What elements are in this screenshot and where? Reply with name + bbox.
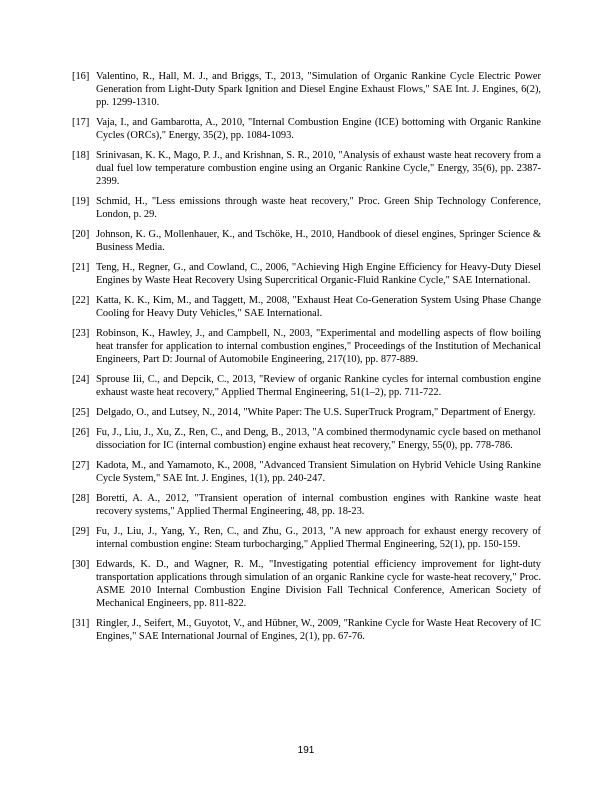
reference-number: [27] — [72, 460, 90, 471]
reference-text: Fu, J., Liu, J., Yang, Y., Ren, C., and Zhu, G., 2013, "A new approach for exhaust energy recovery of internal combustion engine: Steam turbocharging," Applied Thermal Engineering, 52(1), pp. 150-159. — [96, 526, 541, 550]
reference-number: [23] — [72, 328, 90, 339]
reference-number: [17] — [72, 117, 90, 128]
reference-number: [18] — [72, 150, 90, 161]
reference-item — [72, 492, 541, 518]
reference-number: [26] — [72, 427, 90, 438]
reference-text: Teng, H., Regner, G., and Cowland, C., 2006, "Achieving High Engine Efficiency for Heavy-Duty Diesel Engines by Waste Heat Recovery Using Supercritical Organic-Fluid Rankine Cycle," SAE International. — [96, 262, 541, 286]
reference-text: Kadota, M., and Yamamoto, K., 2008, "Advanced Transient Simulation on Hybrid Vehicle Using Rankine Cycle System," SAE Int. J. Engines, 1(1), pp. 240-247. — [96, 460, 541, 484]
reference-item — [72, 195, 541, 221]
reference-number: [31] — [72, 618, 90, 629]
reference-item — [72, 228, 541, 254]
reference-item — [72, 617, 541, 643]
reference-item — [72, 327, 541, 366]
reference-text: Schmid, H., "Less emissions through waste heat recovery," Proc. Green Ship Technology Conference, London, p. 29. — [96, 196, 541, 220]
reference-item — [72, 525, 541, 551]
reference-item — [72, 459, 541, 485]
reference-number: [25] — [72, 407, 90, 418]
reference-text: Valentino, R., Hall, M. J., and Briggs, T., 2013, "Simulation of Organic Rankine Cycle Electric Power Generation from Light-Duty Spark Ignition and Diesel Engine Exhaust Flows," SAE Int. J. Engines, 6(2), pp. 1299-1310. — [96, 71, 541, 108]
reference-text: Sprouse Iii, C., and Depcik, C., 2013, "Review of organic Rankine cycles for internal combustion engine exhaust waste heat recovery," Applied Thermal Engineering, 51(1–2), pp. 711-722. — [96, 374, 541, 398]
reference-number: [24] — [72, 374, 90, 385]
reference-item — [72, 261, 541, 287]
reference-item — [72, 294, 541, 320]
reference-text: Fu, J., Liu, J., Xu, Z., Ren, C., and Deng, B., 2013, "A combined thermodynamic cycle based on methanol dissociation for IC (internal combustion) engine exhaust heat recovery," Energy, 55(0), pp. 778-786. — [96, 427, 541, 451]
reference-item — [72, 373, 541, 399]
reference-number: [19] — [72, 196, 90, 207]
reference-number: [16] — [72, 71, 90, 82]
page-number: 191 — [297, 745, 315, 756]
reference-item — [72, 426, 541, 452]
reference-text: Boretti, A. A., 2012, "Transient operation of internal combustion engines with Rankine waste heat recovery systems," Applied Thermal Engineering, 48, pp. 18-23. — [96, 493, 541, 517]
reference-text: Johnson, K. G., Mollenhauer, K., and Tschöke, H., 2010, Handbook of diesel engines, Springer Science & Business Media. — [96, 229, 541, 253]
reference-text: Srinivasan, K. K., Mago, P. J., and Krishnan, S. R., 2010, "Analysis of exhaust waste heat recovery from a dual fuel low temperature combustion engine using an Organic Rankine Cycle," Energy, 35(6), pp. 2387-2399. — [96, 150, 541, 187]
reference-item — [72, 149, 541, 188]
reference-text: Ringler, J., Seifert, M., Guyotot, V., and Hübner, W., 2009, "Rankine Cycle for Waste Heat Recovery of IC Engines," SAE International Journal of Engines, 2(1), pp. 67-76. — [96, 618, 541, 642]
reference-text: Vaja, I., and Gambarotta, A., 2010, "Internal Combustion Engine (ICE) bottoming with Organic Rankine Cycles (ORCs)," Energy, 35(2), pp. 1084-1093. — [96, 117, 541, 141]
reference-number: [20] — [72, 229, 90, 240]
reference-number: [21] — [72, 262, 90, 273]
reference-number: [29] — [72, 526, 90, 537]
reference-item — [72, 558, 541, 610]
reference-item — [72, 70, 541, 109]
reference-number: [22] — [72, 295, 90, 306]
reference-item — [72, 406, 541, 419]
reference-number: [28] — [72, 493, 90, 504]
reference-number: [30] — [72, 559, 90, 570]
reference-text: Edwards, K. D., and Wagner, R. M., "Investigating potential efficiency improvement for light-duty transportation applications through simulation of an organic Rankine cycle for waste-heat recovery," Proc. ASME 2010 Internal Combustion Engine Division Fall Technical Conference, American Society of Mechanical Engineers, pp. 811-822. — [96, 559, 541, 609]
reference-text: Robinson, K., Hawley, J., and Campbell, N., 2003, "Experimental and modelling aspects of flow boiling heat transfer for application to internal combustion engines," Proceedings of the Institution of Mechanical Engineers, Part D: Journal of Automobile Engineering, 217(10), pp. 877-889. — [96, 328, 541, 365]
reference-list — [72, 70, 541, 650]
reference-text: Delgado, O., and Lutsey, N., 2014, "White Paper: The U.S. SuperTruck Program," Department of Energy. — [96, 407, 536, 418]
reference-text: Katta, K. K., Kim, M., and Taggett, M., 2008, "Exhaust Heat Co-Generation System Using Phase Change Cooling for Heavy Duty Vehicles," SAE International. — [96, 295, 541, 319]
reference-item — [72, 116, 541, 142]
